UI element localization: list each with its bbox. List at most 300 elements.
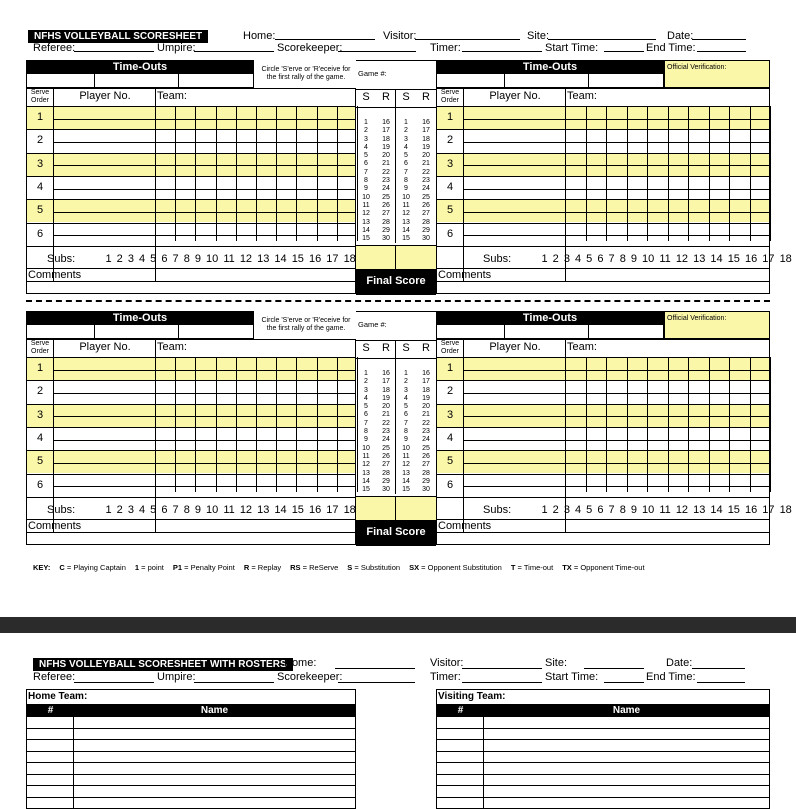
- score-tally[interactable]: 7: [404, 168, 408, 176]
- roster-number-cell[interactable]: [437, 752, 484, 763]
- serve-row[interactable]: [437, 474, 769, 497]
- roster-name-cell[interactable]: [74, 729, 355, 740]
- timer-field[interactable]: [462, 42, 542, 52]
- roster-number-cell[interactable]: [437, 798, 484, 809]
- serve-row[interactable]: [27, 427, 355, 450]
- subs-numbers[interactable]: 1 2 3 4 5 6 7 8 9 10 11 12 13 14 15 16 17 18: [541, 504, 792, 516]
- roster-number-cell[interactable]: [27, 752, 74, 763]
- score-tally[interactable]: 16: [422, 370, 430, 377]
- score-tally[interactable]: 20: [382, 152, 390, 160]
- timeouts-bar-left: Time-Outs: [26, 60, 254, 74]
- timeouts-boxes-left[interactable]: [26, 74, 254, 88]
- serve-row[interactable]: [437, 129, 769, 152]
- score-tally[interactable]: 12: [402, 461, 410, 469]
- score-tally[interactable]: 2: [364, 127, 368, 135]
- score-tally[interactable]: 24: [382, 185, 390, 193]
- roster-end-time-field[interactable]: [697, 673, 745, 683]
- score-tally[interactable]: 9: [364, 436, 368, 444]
- score-tally[interactable]: 26: [422, 201, 430, 209]
- score-tally[interactable]: 18: [382, 386, 390, 394]
- serve-row[interactable]: [437, 223, 769, 246]
- score-tally[interactable]: 5: [364, 403, 368, 411]
- player-no-header: Player No.: [489, 341, 541, 353]
- roster-number-cell[interactable]: [27, 775, 74, 786]
- serve-receive-s[interactable]: S: [402, 342, 410, 354]
- score-tally[interactable]: 13: [402, 218, 410, 226]
- key-meaning: = Opponent Substitution: [419, 563, 502, 572]
- serve-row[interactable]: [437, 176, 769, 199]
- score-tally[interactable]: 4: [364, 394, 368, 402]
- roster-row[interactable]: [437, 729, 769, 741]
- serve-row[interactable]: [437, 153, 769, 176]
- score-tally[interactable]: 16: [422, 119, 430, 126]
- home-field[interactable]: [275, 30, 375, 40]
- serve-row[interactable]: [437, 404, 769, 427]
- serve-row[interactable]: [437, 357, 769, 380]
- serve-receive-s[interactable]: S: [362, 91, 370, 103]
- roster-number-cell[interactable]: [437, 740, 484, 751]
- score-tally[interactable]: 14: [362, 226, 370, 234]
- score-column[interactable]: [376, 119, 396, 243]
- score-tally[interactable]: 6: [364, 411, 368, 419]
- score-tally[interactable]: 1: [364, 119, 368, 126]
- referee-field[interactable]: [74, 42, 154, 52]
- roster-name-cell[interactable]: [74, 763, 355, 774]
- lineup-grid-right: [436, 339, 792, 533]
- team-label: Team:: [567, 90, 597, 102]
- score-tally[interactable]: 11: [402, 452, 410, 460]
- score-tally[interactable]: 23: [422, 428, 430, 436]
- score-tally[interactable]: 23: [422, 177, 430, 185]
- roster-start-time-field[interactable]: [604, 673, 644, 683]
- key-entry: [409, 563, 502, 572]
- score-tally[interactable]: 15: [402, 235, 410, 243]
- roster-referee-field[interactable]: [74, 673, 154, 683]
- roster-number-cell[interactable]: [437, 729, 484, 740]
- score-tally[interactable]: 5: [364, 152, 368, 160]
- score-tally[interactable]: 16: [382, 370, 390, 377]
- key-entry: [347, 563, 400, 572]
- serve-row[interactable]: [27, 357, 355, 380]
- serve-order-number: 1: [446, 111, 454, 123]
- score-tally[interactable]: 22: [422, 419, 430, 427]
- score-tally[interactable]: 27: [422, 461, 430, 469]
- roster-name-cell[interactable]: [484, 752, 769, 763]
- roster-number-cell[interactable]: [437, 775, 484, 786]
- score-total-boxes[interactable]: [356, 245, 436, 269]
- score-tally[interactable]: 22: [382, 168, 390, 176]
- serve-row[interactable]: [27, 380, 355, 403]
- score-total-boxes[interactable]: [356, 496, 436, 520]
- score-tally[interactable]: 8: [364, 177, 368, 185]
- serve-row[interactable]: [437, 380, 769, 403]
- site-field[interactable]: [548, 30, 656, 40]
- lineup-grid-left: [26, 88, 356, 282]
- roster-visitor-label: Visitor:: [430, 657, 464, 669]
- score-column[interactable]: [356, 370, 376, 494]
- score-tally[interactable]: 29: [422, 477, 430, 485]
- serve-row[interactable]: [27, 106, 355, 129]
- score-tally[interactable]: 15: [402, 486, 410, 494]
- score-tally[interactable]: 3: [364, 135, 368, 143]
- comments-label: Comments: [438, 520, 492, 532]
- score-tally[interactable]: 3: [404, 135, 408, 143]
- score-tally[interactable]: 27: [422, 210, 430, 218]
- serve-order-number: 1: [446, 362, 454, 374]
- score-tally[interactable]: 13: [362, 218, 370, 226]
- serve-order-number: 6: [36, 478, 44, 491]
- score-column[interactable]: [356, 119, 376, 243]
- roster-name-cell[interactable]: [484, 775, 769, 786]
- roster-name-cell[interactable]: [484, 729, 769, 740]
- score-tally[interactable]: 10: [402, 444, 410, 452]
- roster-home-label: Home:: [284, 657, 317, 669]
- timeouts-boxes-right[interactable]: [436, 74, 664, 88]
- score-tally[interactable]: 17: [382, 378, 390, 386]
- score-tally[interactable]: 10: [362, 444, 370, 452]
- serve-row[interactable]: [27, 153, 355, 176]
- roster-number-cell[interactable]: [27, 729, 74, 740]
- score-tally[interactable]: 1: [404, 370, 408, 377]
- score-column[interactable]: [396, 119, 416, 243]
- timeouts-boxes-left[interactable]: [26, 325, 254, 339]
- roster-name-cell[interactable]: [484, 717, 769, 728]
- score-tally[interactable]: 28: [382, 218, 390, 226]
- score-tally[interactable]: 7: [364, 168, 368, 176]
- serve-order-header: Serve Order: [440, 89, 460, 104]
- roster-number-cell[interactable]: [437, 763, 484, 774]
- end-time-field[interactable]: [697, 42, 746, 52]
- serve-row[interactable]: [27, 404, 355, 427]
- roster-number-cell[interactable]: [27, 763, 74, 774]
- roster-row[interactable]: [437, 740, 769, 752]
- roster-name-cell[interactable]: [74, 717, 355, 728]
- roster-name-cell[interactable]: [74, 798, 355, 809]
- serve-order-number: 6: [36, 227, 44, 240]
- roster-number-cell[interactable]: [27, 717, 74, 728]
- score-tally[interactable]: 11: [362, 452, 370, 460]
- roster-site-label: Site:: [545, 657, 568, 669]
- score-tally[interactable]: 8: [404, 428, 408, 436]
- player-no-header: Player No.: [489, 90, 541, 102]
- score-tally[interactable]: 20: [422, 403, 430, 411]
- roster-name-cell[interactable]: [484, 740, 769, 751]
- score-tally[interactable]: 18: [422, 135, 430, 143]
- key-code: 1: [134, 563, 140, 572]
- comments-box-left[interactable]: [26, 519, 356, 545]
- score-tally[interactable]: 11: [362, 201, 370, 209]
- score-tally[interactable]: 22: [382, 419, 390, 427]
- score-tally[interactable]: 19: [382, 143, 390, 151]
- roster-visitor-field[interactable]: [462, 659, 542, 669]
- score-tally[interactable]: 3: [364, 386, 368, 394]
- score-tally[interactable]: 24: [422, 436, 430, 444]
- score-tally[interactable]: 26: [422, 452, 430, 460]
- score-tally[interactable]: 25: [422, 444, 430, 452]
- serve-row[interactable]: [437, 106, 769, 129]
- score-tally[interactable]: 27: [382, 210, 390, 218]
- subs-numbers[interactable]: 1 2 3 4 5 6 7 8 9 10 11 12 13 14 15 16 17 18: [541, 253, 792, 265]
- score-column[interactable]: [396, 370, 416, 494]
- roster-row[interactable]: [27, 798, 355, 809]
- visitor-field[interactable]: [415, 30, 520, 40]
- score-tally[interactable]: 14: [402, 477, 410, 485]
- score-tally[interactable]: 30: [422, 235, 430, 243]
- date-field[interactable]: [692, 30, 746, 40]
- score-tally[interactable]: 6: [404, 411, 408, 419]
- roster-name-header: Name: [200, 705, 229, 716]
- score-tally[interactable]: 28: [422, 469, 430, 477]
- final-score-label: Final Score: [356, 520, 436, 546]
- score-tally[interactable]: 8: [364, 428, 368, 436]
- serve-row[interactable]: [27, 129, 355, 152]
- serve-receive-r[interactable]: R: [422, 342, 430, 354]
- score-tally[interactable]: 28: [382, 469, 390, 477]
- score-tally[interactable]: 17: [422, 127, 430, 135]
- key-code: T: [510, 563, 516, 572]
- score-tally[interactable]: 30: [382, 486, 390, 494]
- subs-numbers[interactable]: 1 2 3 4 5 6 7 8 9 10 11 12 13 14 15 16 17 18: [105, 253, 356, 265]
- serve-receive-r[interactable]: R: [382, 91, 390, 103]
- score-tally[interactable]: 19: [422, 394, 430, 402]
- score-tally[interactable]: 20: [382, 403, 390, 411]
- score-tally[interactable]: 8: [404, 177, 408, 185]
- roster-name-cell[interactable]: [74, 752, 355, 763]
- score-tally[interactable]: 1: [364, 370, 368, 377]
- roster-timer-field[interactable]: [462, 673, 542, 683]
- game-block: [26, 60, 792, 294]
- score-tally[interactable]: 4: [404, 394, 408, 402]
- game-1: [0, 60, 796, 296]
- roster-name-cell[interactable]: [74, 775, 355, 786]
- score-tally[interactable]: 29: [382, 477, 390, 485]
- scorekeeper-field[interactable]: [338, 42, 416, 52]
- serve-row[interactable]: [437, 427, 769, 450]
- roster-row[interactable]: [27, 752, 355, 764]
- score-tally[interactable]: 24: [422, 185, 430, 193]
- score-tally[interactable]: 19: [422, 143, 430, 151]
- roster-row[interactable]: [437, 798, 769, 809]
- score-tally[interactable]: 14: [402, 226, 410, 234]
- score-tally[interactable]: 24: [382, 436, 390, 444]
- score-tally[interactable]: 14: [362, 477, 370, 485]
- team-label: Team:: [567, 341, 597, 353]
- roster-row[interactable]: [437, 752, 769, 764]
- roster-row[interactable]: [27, 775, 355, 787]
- date-label: Date:: [667, 30, 694, 42]
- roster-name-cell[interactable]: [484, 763, 769, 774]
- serve-row[interactable]: [27, 176, 355, 199]
- score-tally[interactable]: 10: [402, 193, 410, 201]
- score-tally[interactable]: 12: [362, 210, 370, 218]
- score-tally[interactable]: 18: [422, 386, 430, 394]
- score-tally[interactable]: 5: [404, 152, 408, 160]
- roster-name-cell[interactable]: [484, 798, 769, 809]
- score-tally[interactable]: 21: [422, 411, 430, 419]
- score-column[interactable]: [416, 370, 436, 494]
- score-panel: [356, 311, 436, 545]
- roster-row[interactable]: [437, 763, 769, 775]
- key-code: C: [59, 563, 65, 572]
- score-tally[interactable]: 29: [422, 226, 430, 234]
- score-column[interactable]: [416, 119, 436, 243]
- score-tally[interactable]: 29: [382, 226, 390, 234]
- score-tally[interactable]: 5: [404, 403, 408, 411]
- home-team-label: Home Team:: [28, 691, 88, 702]
- key-meaning: = Time-out: [515, 563, 554, 572]
- roster-name-cell[interactable]: [484, 786, 769, 797]
- score-tally[interactable]: 23: [382, 177, 390, 185]
- subs-numbers[interactable]: 1 2 3 4 5 6 7 8 9 10 11 12 13 14 15 16 17 18: [105, 504, 356, 516]
- circle-note: Circle 'S'erve or 'R'eceive for the first rally of the game.: [261, 317, 351, 332]
- score-tally[interactable]: 13: [402, 469, 410, 477]
- roster-row[interactable]: [27, 717, 355, 729]
- score-tally[interactable]: 15: [362, 486, 370, 494]
- serve-order-number: 3: [446, 408, 454, 421]
- timeouts-boxes-right[interactable]: [436, 325, 664, 339]
- score-tally[interactable]: 9: [364, 185, 368, 193]
- roster-row[interactable]: [437, 775, 769, 787]
- roster-site-field[interactable]: [584, 659, 644, 669]
- score-tally[interactable]: 12: [362, 461, 370, 469]
- timeouts-bar-right: Time-Outs: [436, 60, 664, 74]
- roster-umpire-field[interactable]: [194, 673, 274, 683]
- score-tally[interactable]: 25: [382, 444, 390, 452]
- roster-name-cell[interactable]: [74, 786, 355, 797]
- key-meaning: = Penalty Point: [182, 563, 235, 572]
- serve-receive-s[interactable]: S: [362, 342, 370, 354]
- score-tally[interactable]: 23: [382, 428, 390, 436]
- game-2: [0, 311, 796, 547]
- key-entry: [135, 563, 164, 572]
- key-entry: [562, 563, 644, 572]
- score-tally[interactable]: 2: [364, 378, 368, 386]
- roster-number-cell[interactable]: [27, 740, 74, 751]
- score-tally[interactable]: 3: [404, 386, 408, 394]
- final-score-label: Final Score: [356, 269, 436, 295]
- score-tally[interactable]: 25: [382, 193, 390, 201]
- score-tally[interactable]: 7: [404, 419, 408, 427]
- serve-row[interactable]: [437, 450, 769, 473]
- score-tally[interactable]: 13: [362, 469, 370, 477]
- score-tally[interactable]: 2: [404, 127, 408, 135]
- score-tally[interactable]: 17: [422, 378, 430, 386]
- score-tally[interactable]: 30: [382, 235, 390, 243]
- official-verification[interactable]: Official Verification:: [664, 311, 770, 339]
- roster-name-cell[interactable]: [74, 740, 355, 751]
- roster-number-cell[interactable]: [437, 786, 484, 797]
- score-tally[interactable]: 7: [364, 419, 368, 427]
- serve-row[interactable]: [27, 199, 355, 222]
- roster-num-header: #: [47, 705, 54, 716]
- official-verification[interactable]: Official Verification:: [664, 60, 770, 88]
- roster-row[interactable]: [27, 786, 355, 798]
- score-tally[interactable]: 6: [364, 160, 368, 168]
- score-tally[interactable]: 12: [402, 210, 410, 218]
- score-tally[interactable]: 22: [422, 168, 430, 176]
- score-tally[interactable]: 28: [422, 218, 430, 226]
- roster-number-cell[interactable]: [437, 717, 484, 728]
- timeouts-bar-left: Time-Outs: [26, 311, 254, 325]
- score-tally[interactable]: 30: [422, 486, 430, 494]
- serve-receive-r[interactable]: R: [422, 91, 430, 103]
- roster-home-field[interactable]: [335, 659, 415, 669]
- site-label: Site:: [527, 30, 550, 42]
- roster-number-cell[interactable]: [27, 798, 74, 809]
- score-tally[interactable]: 9: [404, 436, 408, 444]
- serve-row[interactable]: [437, 199, 769, 222]
- serve-receive-r[interactable]: R: [382, 342, 390, 354]
- score-panel: [356, 60, 436, 294]
- comments-box-right[interactable]: [436, 268, 770, 294]
- umpire-field[interactable]: [194, 42, 274, 52]
- subs-label: Subs:: [483, 253, 512, 265]
- score-tally[interactable]: 21: [382, 160, 390, 168]
- home-roster-table: [26, 689, 356, 809]
- score-tally[interactable]: 25: [422, 193, 430, 201]
- score-tally[interactable]: 20: [422, 152, 430, 160]
- roster-start-time-label: Start Time:: [545, 671, 599, 683]
- comments-label: Comments: [438, 269, 492, 281]
- roster-row[interactable]: [27, 740, 355, 752]
- score-tally[interactable]: 17: [382, 127, 390, 135]
- roster-num-header: #: [457, 705, 464, 716]
- roster-date-label: Date:: [666, 657, 693, 669]
- score-tally[interactable]: 21: [422, 160, 430, 168]
- score-tally[interactable]: 2: [404, 378, 408, 386]
- score-tally[interactable]: 10: [362, 193, 370, 201]
- scorekeeper-label: Scorekeeper:: [277, 42, 343, 54]
- comments-box-right[interactable]: [436, 519, 770, 545]
- score-tally[interactable]: 27: [382, 461, 390, 469]
- serve-receive-s[interactable]: S: [402, 91, 410, 103]
- score-tally[interactable]: 26: [382, 201, 390, 209]
- comments-box-left[interactable]: [26, 268, 356, 294]
- score-tally[interactable]: 1: [404, 119, 408, 126]
- roster-number-cell[interactable]: [27, 786, 74, 797]
- key-meaning: = Substitution: [352, 563, 401, 572]
- comments-label: Comments: [28, 269, 82, 281]
- score-tally[interactable]: 26: [382, 452, 390, 460]
- circle-note: Circle 'S'erve or 'R'eceive for the first rally of the game.: [261, 66, 351, 81]
- roster-row[interactable]: [437, 786, 769, 798]
- subs-label: Subs:: [47, 253, 76, 265]
- score-tally[interactable]: 15: [362, 235, 370, 243]
- score-tally[interactable]: 21: [382, 411, 390, 419]
- score-column[interactable]: [376, 370, 396, 494]
- start-time-field[interactable]: [604, 42, 644, 52]
- roster-row[interactable]: [27, 763, 355, 775]
- score-tally[interactable]: 9: [404, 185, 408, 193]
- legend-key: [33, 563, 654, 572]
- score-tally[interactable]: 4: [404, 143, 408, 151]
- serve-row[interactable]: [27, 474, 355, 497]
- roster-referee-label: Referee:: [33, 671, 76, 683]
- roster-row[interactable]: [27, 729, 355, 741]
- score-tally[interactable]: 11: [402, 201, 410, 209]
- serve-row[interactable]: [27, 450, 355, 473]
- score-tally[interactable]: 19: [382, 394, 390, 402]
- roster-date-field[interactable]: [692, 659, 745, 669]
- score-tally[interactable]: 6: [404, 160, 408, 168]
- score-tally[interactable]: 18: [382, 135, 390, 143]
- score-tally[interactable]: 16: [382, 119, 390, 126]
- serve-row[interactable]: [27, 223, 355, 246]
- roster-row[interactable]: [437, 717, 769, 729]
- roster-scorekeeper-field[interactable]: [338, 673, 415, 683]
- score-tally[interactable]: 4: [364, 143, 368, 151]
- serve-order-number: 5: [36, 455, 44, 468]
